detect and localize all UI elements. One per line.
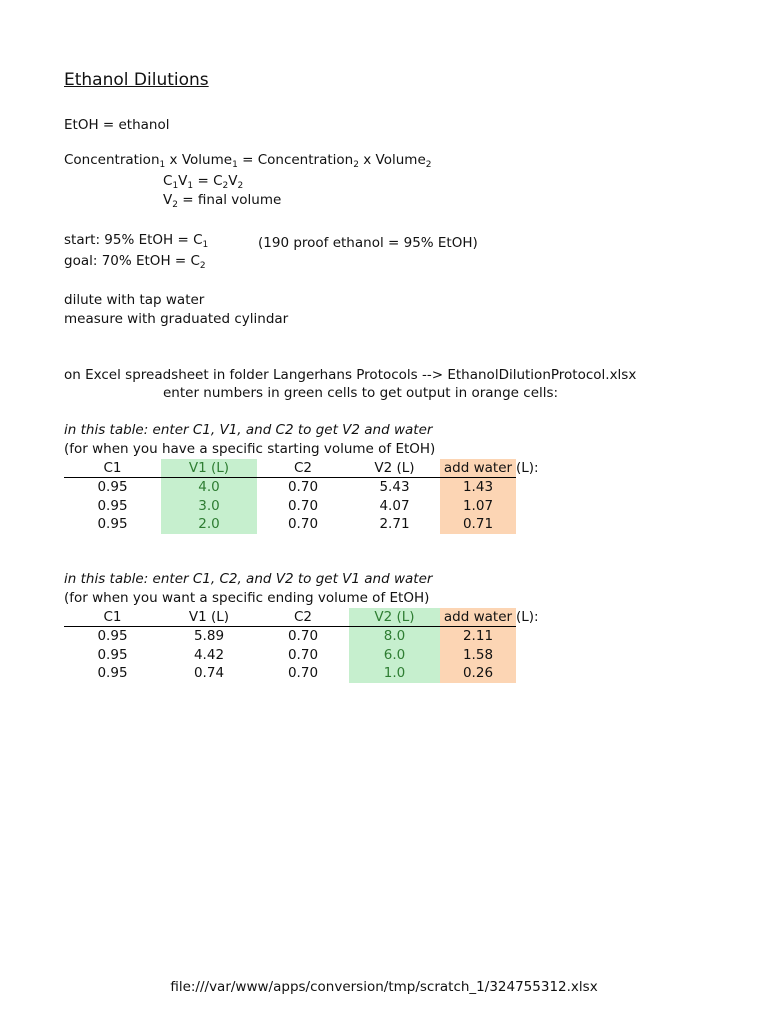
formula-line-3: $V_2$ = final volume	[163, 192, 282, 210]
formula-line-1: Concentration$_1$ x Volume$_1$ = Concentration$_2$ x Volume$_2$	[64, 152, 432, 170]
table1-cell: 2.71	[379, 516, 410, 532]
table1-cell: 0.95	[97, 516, 128, 532]
instruction-dilute: dilute with tap water	[64, 292, 205, 308]
table2-header-v2: V2 (L)	[349, 608, 440, 627]
start-line: start: 95% EtOH = $C_1$	[64, 232, 209, 250]
table1-caption: in this table: enter C1, V1, and C2 to get V2 and water	[64, 422, 433, 438]
table1-output-cell: 0.71	[440, 515, 516, 534]
table2-cell: 0.74	[193, 665, 225, 681]
table1-header-water: add water	[440, 459, 516, 478]
table1-input-cell[interactable]: 4.0	[161, 478, 257, 497]
table1-input-cell[interactable]: 3.0	[161, 497, 257, 516]
table2-cell: 0.95	[97, 628, 128, 644]
table1-input-cell[interactable]: 2.0	[161, 515, 257, 534]
table2-output-cell: 2.11	[440, 627, 516, 646]
table2-input-cell[interactable]: 6.0	[349, 646, 440, 665]
table1-output-cell: 1.43	[440, 478, 516, 497]
table2-input-cell[interactable]: 1.0	[349, 664, 440, 683]
table1-output-cell: 1.07	[440, 497, 516, 516]
table2-cell: 0.70	[287, 628, 319, 644]
table2-caption: in this table: enter C1, C2, and V2 to get V1 and water	[64, 571, 433, 587]
table1-header-c2: C2	[293, 460, 312, 476]
formula-line-2: $C_1V_1 = C_2V_2$	[163, 173, 244, 191]
table2-header-c2: C2	[293, 609, 312, 625]
table2-cell: 4.42	[193, 647, 225, 663]
instruction-cells: enter numbers in green cells to get output in orange cells:	[163, 385, 559, 401]
table1-header-unit: (L):	[516, 460, 539, 476]
table2-cell: 0.70	[287, 665, 319, 681]
table1-cell: 0.70	[287, 516, 319, 532]
definition-text: EtOH = ethanol	[64, 117, 170, 133]
table1-cell: 0.95	[97, 479, 128, 495]
table2-header-unit: (L):	[516, 609, 539, 625]
table2-cell: 0.95	[97, 647, 128, 663]
table1-cell: 4.07	[379, 498, 410, 514]
table1-cell: 0.70	[287, 479, 319, 495]
table2-cell: 0.70	[287, 647, 319, 663]
table2-cell: 5.89	[193, 628, 225, 644]
table2-cell: 0.95	[97, 665, 128, 681]
table1-cell: 5.43	[379, 479, 410, 495]
table1-cell: 0.70	[287, 498, 319, 514]
table1-header-v1: V1 (L)	[161, 459, 257, 478]
table2-header-v1: V1 (L)	[188, 609, 230, 625]
file-path-footer: file:///var/www/apps/conversion/tmp/scratch_1/324755312.xlsx	[170, 979, 598, 995]
instruction-excel: on Excel spreadsheet in folder Langerhans Protocols --> EthanolDilutionProtocol.xlsx	[64, 367, 637, 383]
table2-subcaption: (for when you want a specific ending volume of EtOH)	[64, 590, 430, 606]
proof-note: (190 proof ethanol = 95% EtOH)	[258, 235, 478, 251]
instruction-measure: measure with graduated cylindar	[64, 311, 289, 327]
table2-header-c1: C1	[103, 609, 122, 625]
table1-header-v2: V2 (L)	[374, 460, 415, 476]
table2-input-cell[interactable]: 8.0	[349, 627, 440, 646]
table1-subcaption: (for when you have a specific starting volume of EtOH)	[64, 441, 436, 457]
table2-header-water: add water	[440, 608, 516, 627]
table2-output-cell: 0.26	[440, 664, 516, 683]
goal-line: goal: 70% EtOH = $C_2$	[64, 253, 206, 271]
document-title: Ethanol Dilutions	[64, 70, 209, 90]
table1-header-c1: C1	[103, 460, 122, 476]
table1-cell: 0.95	[97, 498, 128, 514]
table2-output-cell: 1.58	[440, 646, 516, 665]
